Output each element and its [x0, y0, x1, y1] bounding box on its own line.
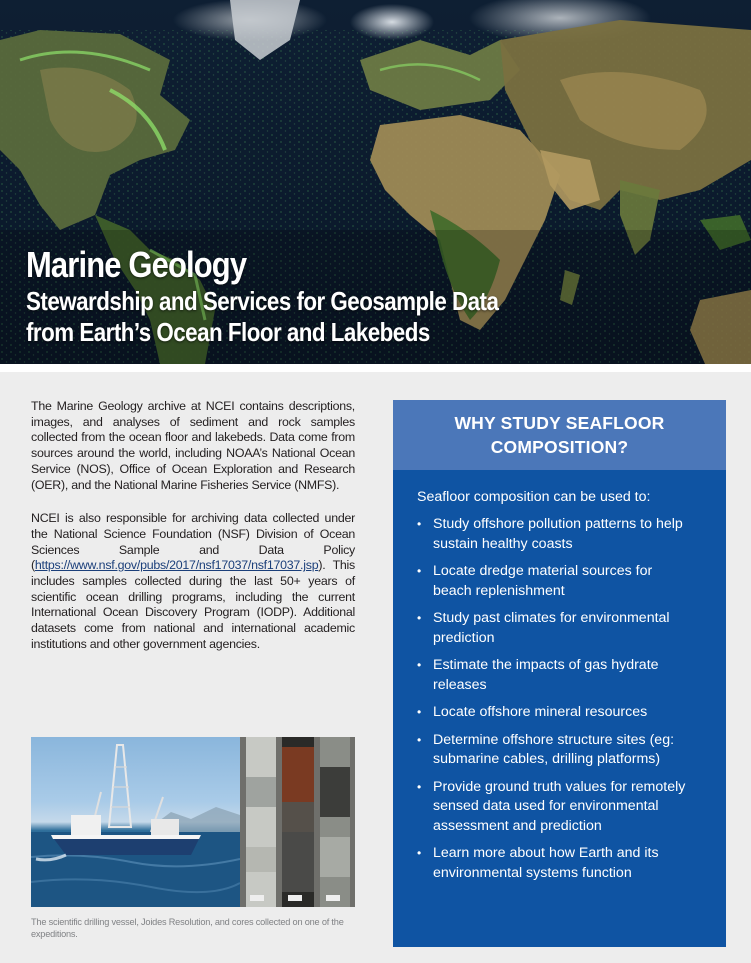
divider-strip — [0, 364, 751, 372]
photo-caption: The scientific drilling vessel, Joides Resolution, and cores collected on one of the expeditions. — [31, 917, 344, 939]
page-subtitle — [26, 286, 498, 348]
nsf-paragraph — [31, 511, 355, 652]
list-item: • Study past climates for environmental prediction — [433, 609, 693, 648]
sidebar-intro: Seafloor composition can be used to: — [417, 489, 651, 505]
page-title: Marine Geology — [26, 244, 247, 285]
intro-paragraph: The Marine Geology archive at NCEI contains descriptions, images, and analyses of sediment and rock samples collected from the ocean floor and lakebeds. Data come from sources around the world, including NOAA’s National Ocean Service (NOS), Office of Ocean Exploration and Research (OER), and the National Marine Fisheries Service (NMFS). — [31, 399, 355, 492]
nsf-paragraph-start: NCEI is also responsible for archiving data collected under the National Science Foundation (NSF) Division of Ocean Sciences Sample and Data Policy ( — [31, 511, 355, 573]
subtitle-line: Stewardship and Services for Geosample Data — [26, 286, 499, 316]
nsf-paragraph-end: ). This includes samples collected during the last 50+ years of scientific ocean drilling programs, including the current International Ocean Discovery Program (IODP). Additional datasets come from national and international academic institutions and other government agencies. — [31, 558, 355, 651]
header-banner — [0, 0, 751, 364]
sidebar-heading-bar — [393, 400, 726, 470]
subtitle-line: from Earth’s Ocean Floor and Lakebeds — [26, 317, 430, 347]
sidebar-heading-line: COMPOSITION? — [490, 437, 629, 457]
list-item: • Locate offshore mineral resources — [433, 703, 693, 723]
list-item: • Locate dredge material sources for beach replenishment — [433, 562, 693, 601]
sidebar-heading-line: WHY STUDY SEAFLOOR — [454, 413, 665, 433]
photo-row — [31, 737, 355, 907]
list-item: • Provide ground truth values for remotely sensed data used for environmental assessment and prediction — [433, 778, 693, 837]
list-item: • Learn more about how Earth and its environmental systems function — [433, 844, 693, 883]
nsf-policy-link[interactable]: https://www.nsf.gov/pubs/2017/nsf17037/nsf17037.jsp — [34, 558, 319, 573]
drilling-vessel-photo — [31, 737, 240, 907]
list-item: • Study offshore pollution patterns to help sustain healthy coasts — [433, 515, 693, 554]
sediment-cores-photo — [240, 737, 355, 907]
list-item: • Determine offshore structure sites (eg: submarine cables, drilling platforms) — [433, 731, 693, 770]
list-item: • Estimate the impacts of gas hydrate releases — [433, 656, 693, 695]
uses-list — [393, 515, 693, 883]
main-text-column — [31, 399, 355, 671]
sidebar-heading — [454, 411, 664, 459]
why-study-sidebar — [393, 400, 726, 947]
